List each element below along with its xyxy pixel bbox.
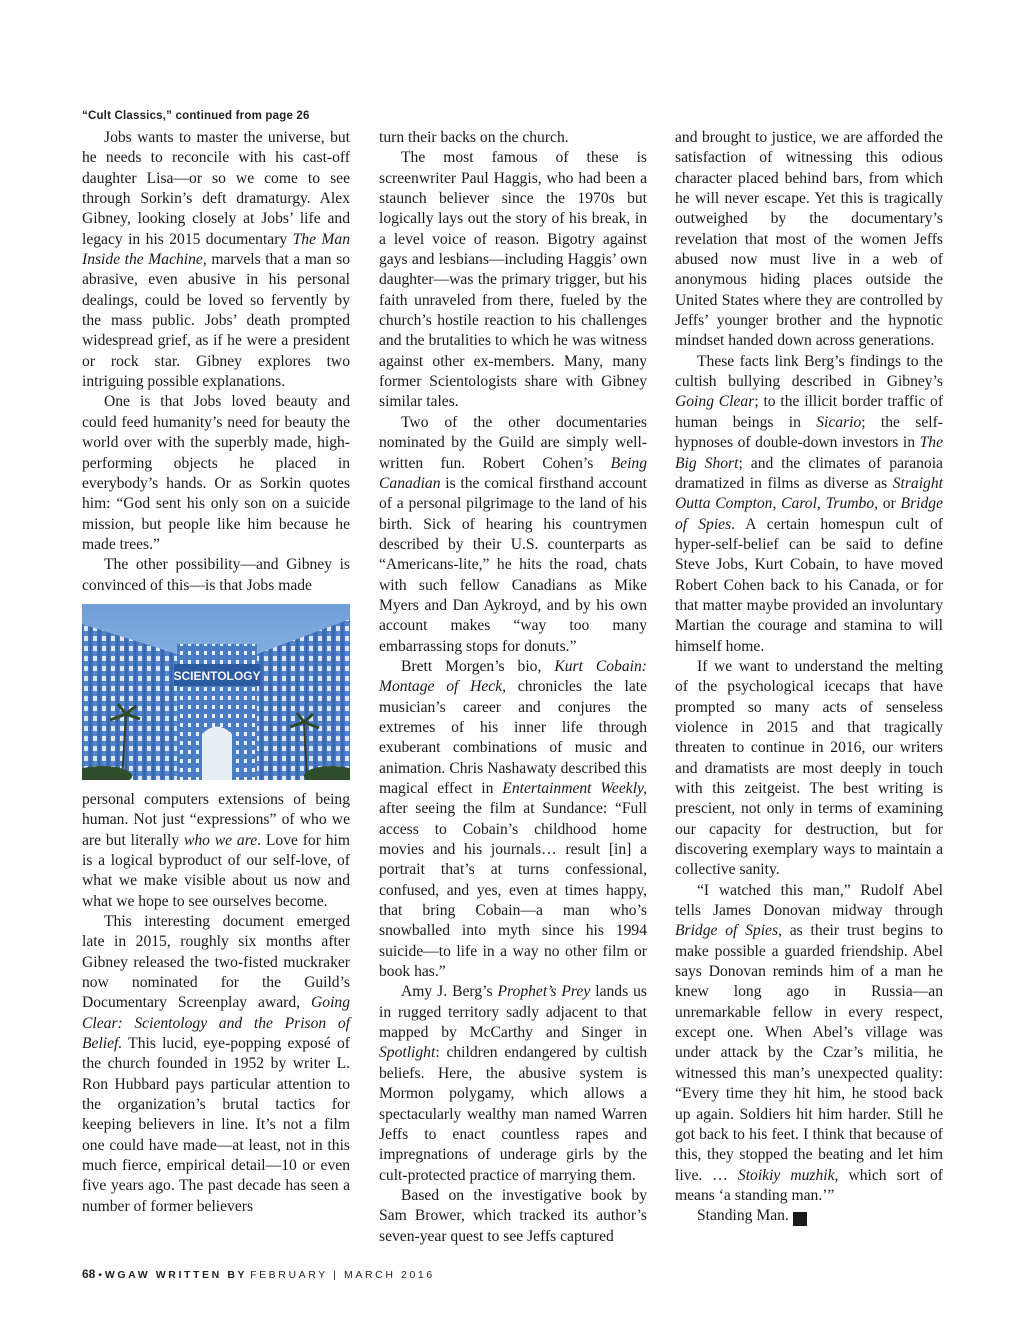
paragraph: Standing Man. WB [697,1207,829,1225]
paragraph: These facts link Berg’s findings to the cultish bullying described in Gibney’s Going Clear; to the illicit border traffic of human beings in Sicario; the self-hypnoses of double-down investors in The Big Short; and the climates of paranoia dramatized in films as diverse as Straight Outta Compton, Carol, Trumbo, or Bridge of Spies. A certain homespun cult of hyper-self-belief can be said to define Steve Jobs, Kurt Cobain, to have moved Robert Cohen back to his Canada, or for that matter maybe provided an involuntary Martian the courage and stamina to will himself home. [675,352,944,655]
continued-label: “Cult Classics,” continued from page 26 [82,110,310,122]
paragraph: Based on the investigative book by Sam Brower, which tracked its author’s seven-year quest to see Jeffs captured [379,1186,647,1245]
publication-name: WGAW WRITTEN BY [104,1269,248,1281]
footer-bullet: • [98,1269,102,1281]
paragraph: Two of the other documentaries nominated by the Guild are simply well-written fun. Robert Cohen’s Being Canadian is the comical firsthand account of a personal pilgrimage to the land of his birth. Sick of hearing his countrymen described by their U.S. counterparts as “Americans-lite,” he hits the road, chats with such fellow Canadians as Mike Myers and Dan Aykroyd, and by his own account makes “way too many embarrassing stops for donuts.” [379,413,647,655]
column-1 [82,128,350,1217]
paragraph: This interesting document emerged late in 2015, roughly six months after Gibney released the two-fisted muckraker now nominated for the Guild’s Documentary Screenplay award, Going Clear: Scientology and the Prison of Belief. This lucid, eye-popping exposé of the church founded in 1952 by writer L. Ron Hubbard pays particular attention to the organization’s brutal tactics for keeping believers in line. It’s not a film one could have made—at least, not in this much fierce, empirical detail—10 or even five years ago. The past decade has seen a number of former believers [82,912,350,1215]
paragraph: The other possibility—and Gibney is convinced of this—is that Jobs made [82,556,350,594]
column-2 [379,128,647,1247]
paragraph: turn their backs on the church. [379,129,569,146]
end-mark-logo: WB [793,1212,807,1226]
paragraph: “I watched this man,” Rudolf Abel tells James Donovan midway through Bridge of Spies, as their trust begins to make possible a guarded friendship. Abel says Donovan reminds him of a man he knew long ago in Russia—an unremarkable fellow in every respect, except one. When Abel’s village was under attack by the Czar’s militia, he witnessed this man’s unexpected quality: “Every time they hit him, he stood back up again. Soldiers hit him harder. Still he got back to his feet. I think that because of this, they stopped the beating and let him live. … Stoikiy muzhik, which sort of means ‘a standing man.’” [675,881,943,1204]
paragraph: Brett Morgen’s bio, Kurt Cobain: Montage of Heck, chronicles the late musician’s career and conjures the extremes of his inner life through exuberant combinations of music and animation. Chris Nashawaty described this magical effect in Entertainment Weekly, after seeing the film at Sundance: “Full access to Cobain’s childhood home movies and his journals… result [in] a portrait that’s at turns confessional, confused, and yes, even at times happy, that bring Cobain—a man who’s snowballed into myth since his 1994 suicide—to life in a way no other film or book has.” [379,657,647,981]
paragraph: Jobs wants to master the universe, but he needs to reconcile with his cast-off daughter Lisa—or so we come to see through Sorkin’s deft dramaturgy. Alex Gibney, looking closely at Jobs’ life and legacy in his 2015 documentary The Man Inside the Machine, marvels that a man so abrasive, even abusive in his personal dealings, could be loved so fervently by the mass public. Jobs’ death prompted widespread grief, as if he were a president or rock star. Gibney explores two intriguing possible explanations. [82,129,351,391]
page-number: 68 [82,1267,96,1281]
paragraph: Amy J. Berg’s Prophet’s Prey lands us in rugged territory sadly adjacent to that mapped by McCarthy and Singer in Spotlight: children endangered by cultish beliefs. Here, the abusive system is Mormon polygamy, which allows a spectacularly wealthy man named Warren Jeffs to enact countless rapes and impregnations of underage girls by the cult-protected practice of marrying them. [379,983,647,1184]
paragraph: If we want to understand the melting of the psychological icecaps that have prompted so many acts of senseless violence in 2015 and that tragically threaten to continue in 2016, our writers and dramatists are most deeply in touch with this zeitgeist. The best writing is prescient, not only in terms of examining our capacity for destruction, but for discovering exemplary ways to maintain a collective sanity. [675,657,943,879]
page-footer [82,1267,435,1281]
issue-date: FEBRUARY | MARCH 2016 [250,1269,435,1281]
column-3 [675,128,943,1227]
scientology-building-photo [82,604,350,780]
building-sign-text: SCIENTOLOGY [173,668,261,683]
paragraph: The most famous of these is screenwriter Paul Haggis, who had been a staunch believer since the 1970s but logically lays out the story of his break, in a level voice of reason. Bigotry against gays and lesbians—including Haggis’ own daughter—was the primary trigger, but his faith unraveled from there, fueled by the church’s hostile reaction to his challenges and the brutalities to which he was witness against other ex-members. Many, many former Scientologists share with Gibney similar tales. [379,149,647,411]
paragraph: and brought to justice, we are afforded the satisfaction of witnessing this odious character placed behind bars, from which he will never escape. Yet this is tragically outweighed by the documentary’s revelation that most of the women Jeffs abused now must live in a web of anonymous hiding places outside the United States where they are controlled by Jeffs’ younger brother and the hypnotic mindset handed down across generations. [675,129,943,350]
paragraph: personal computers extensions of being human. Not just “expressions” of who we are but literally who we are. Love for him is a logical byproduct of our self-love, of what we make visible about us now and what we hope to see ourselves become. [82,790,351,910]
paragraph: One is that Jobs loved beauty and could feed humanity’s need for beauty the world over with the superbly made, high-performing objects he placed in everybody’s hands. Or as Sorkin quotes him: “God sent his only son on a suicide mission, but people like him because he made trees.” [82,393,350,553]
